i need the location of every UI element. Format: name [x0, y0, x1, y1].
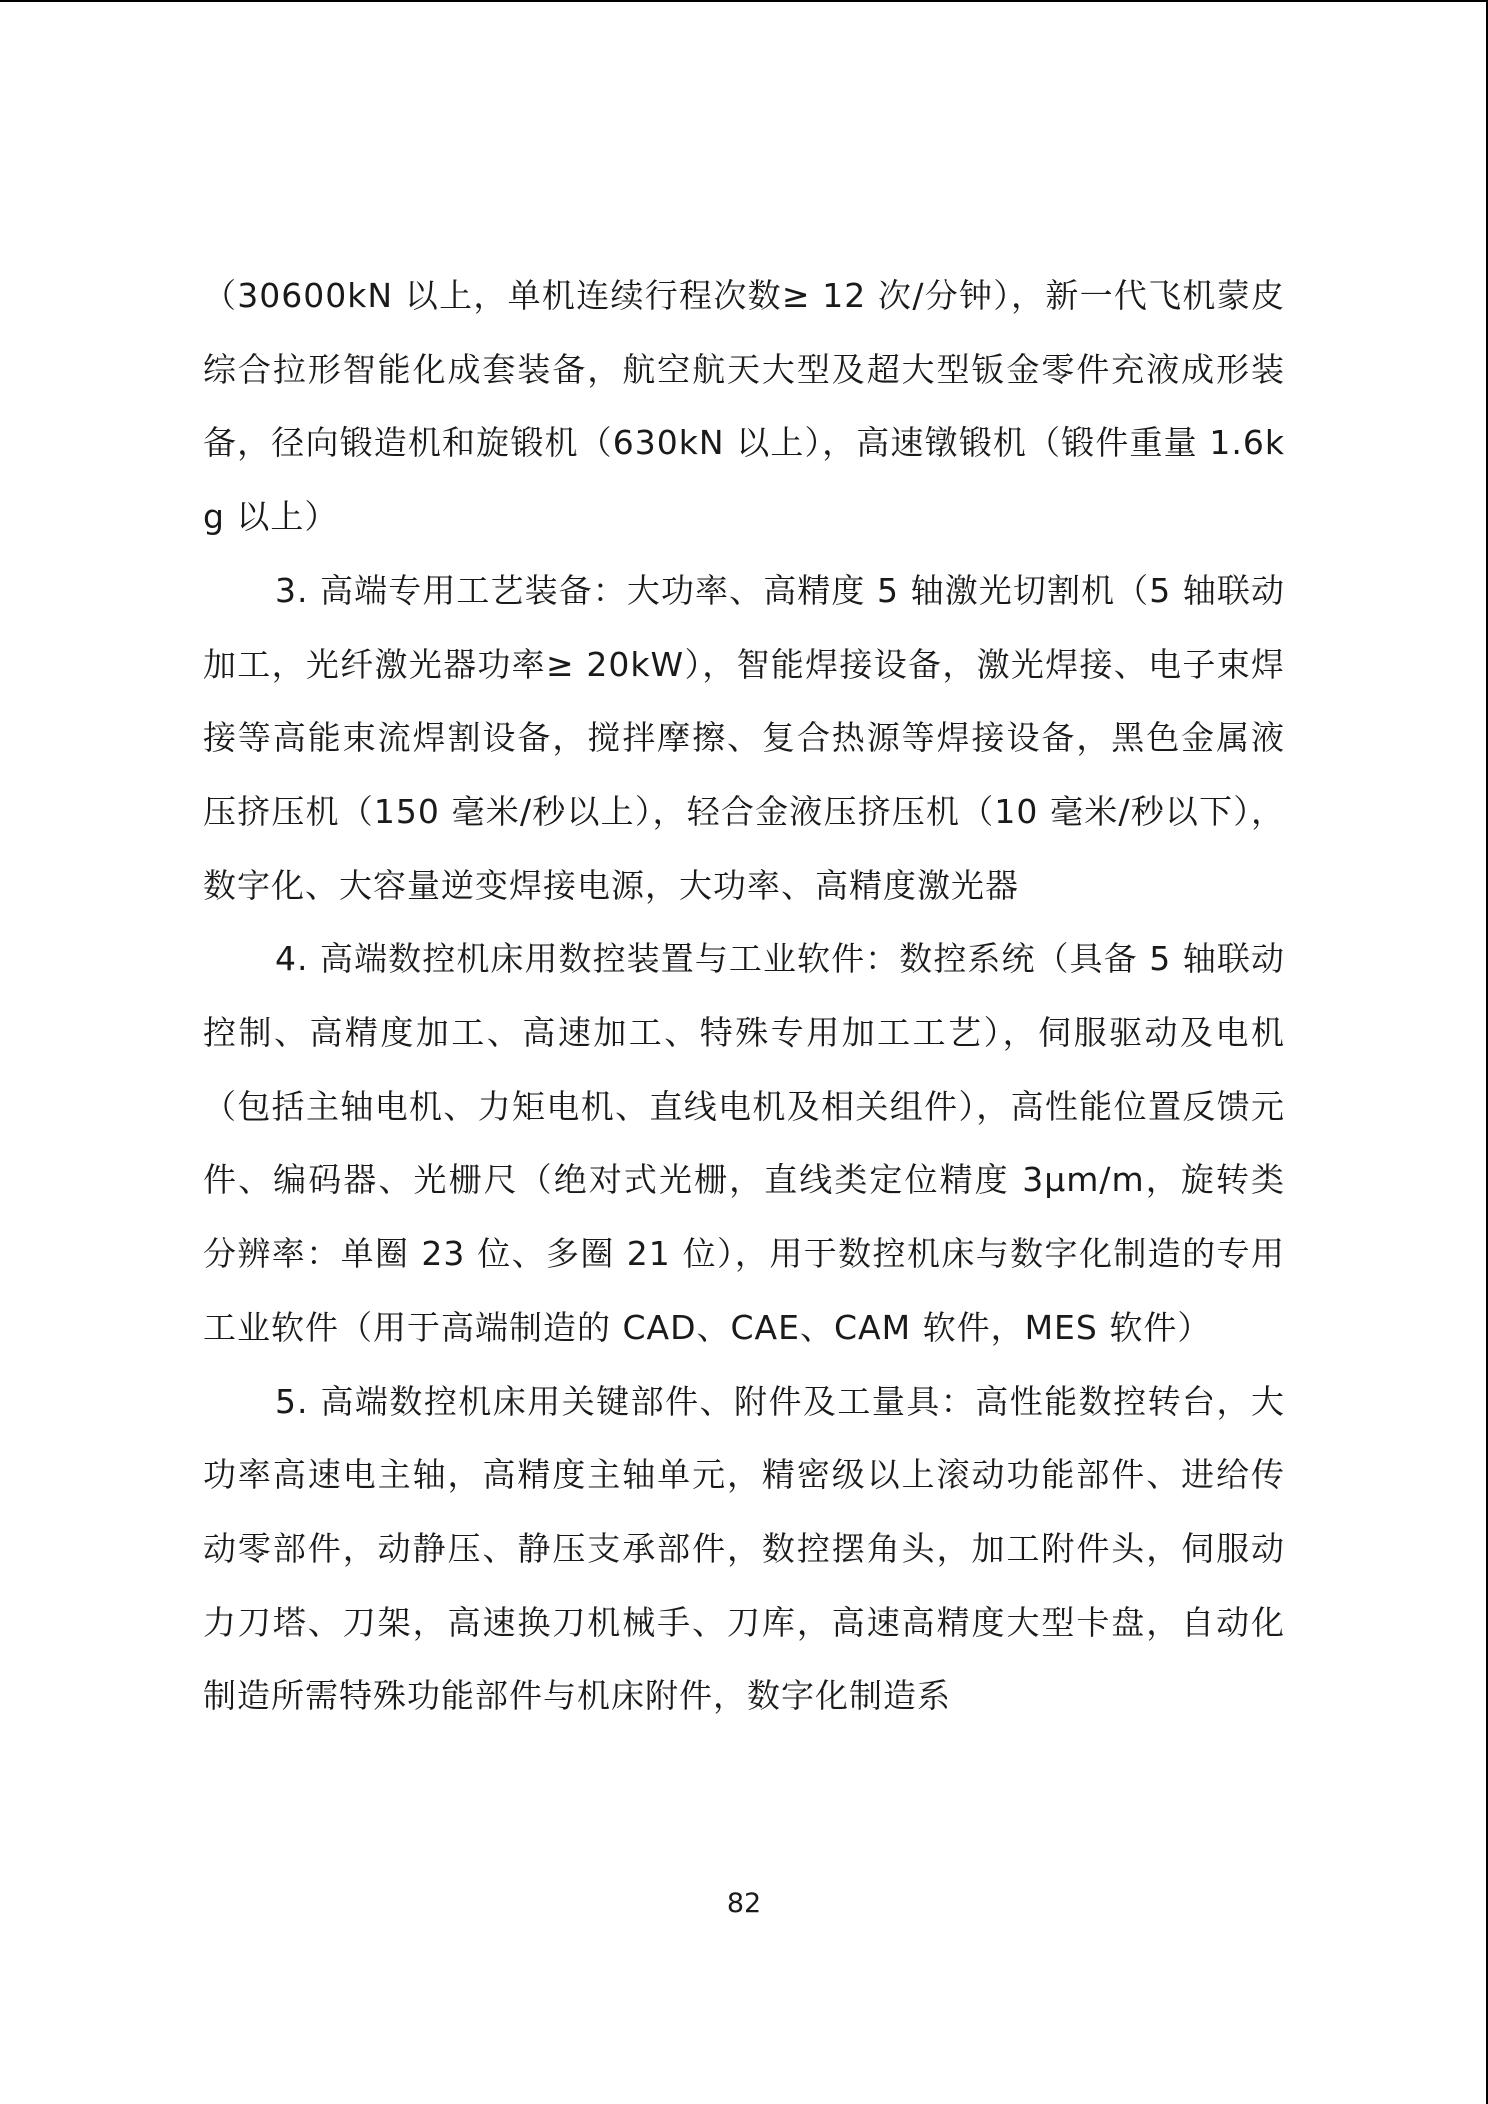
paragraph-item-4: 4. 高端数控机床用数控装置与工业软件：数控系统（具备 5 轴联动控制、高精度加工、高速加工、特殊专用加工工艺），伺服驱动及电机（包括主轴电机、力矩电机、直线电机及相关组件），高性能位置反馈元件、编码器、光栅尺（绝对式光栅，直线类定位精度 3μm/m，旋转类分辨率：单圈 23 位、多圈 21 位），用于数控机床与数字化制造的专用工业软件（用于高端制造的 CAD、CAE、CAM 软件，MES 软件）: [203, 939, 1285, 1347]
document-body: [203, 259, 1285, 1733]
page-number: 82: [726, 1888, 762, 1919]
paragraph-item-5: 5. 高端数控机床用关键部件、附件及工量具：高性能数控转台，大功率高速电主轴，高精度主轴单元，精密级以上滚动功能部件、进给传动零部件，动静压、静压支承部件，数控摆角头，加工附件头，伺服动力刀塔、刀架，高速换刀机械手、刀库，高速高精度大型卡盘，自动化制造所需特殊功能部件与机床附件，数字化制造系: [203, 1381, 1285, 1716]
paragraph-item-3: 3. 高端专用工艺装备：大功率、高精度 5 轴激光切割机（5 轴联动加工，光纤激光器功率≥ 20kW），智能焊接设备，激光焊接、电子束焊接等高能束流焊割设备，搅拌摩擦、复合热源等焊接设备，黑色金属液压挤压机（150 毫米/秒以上），轻合金液压挤压机（10 毫米/秒以下），数字化、大容量逆变焊接电源，大功率、高精度激光器: [203, 570, 1285, 905]
paragraph-continuation: （30600kN 以上，单机连续行程次数≥ 12 次/分钟），新一代飞机蒙皮综合拉形智能化成套装备，航空航天大型及超大型钣金零件充液成形装备，径向锻造机和旋锻机（630kN 以上），高速镦锻机（锻件重量 1.6kg 以上）: [203, 276, 1285, 537]
